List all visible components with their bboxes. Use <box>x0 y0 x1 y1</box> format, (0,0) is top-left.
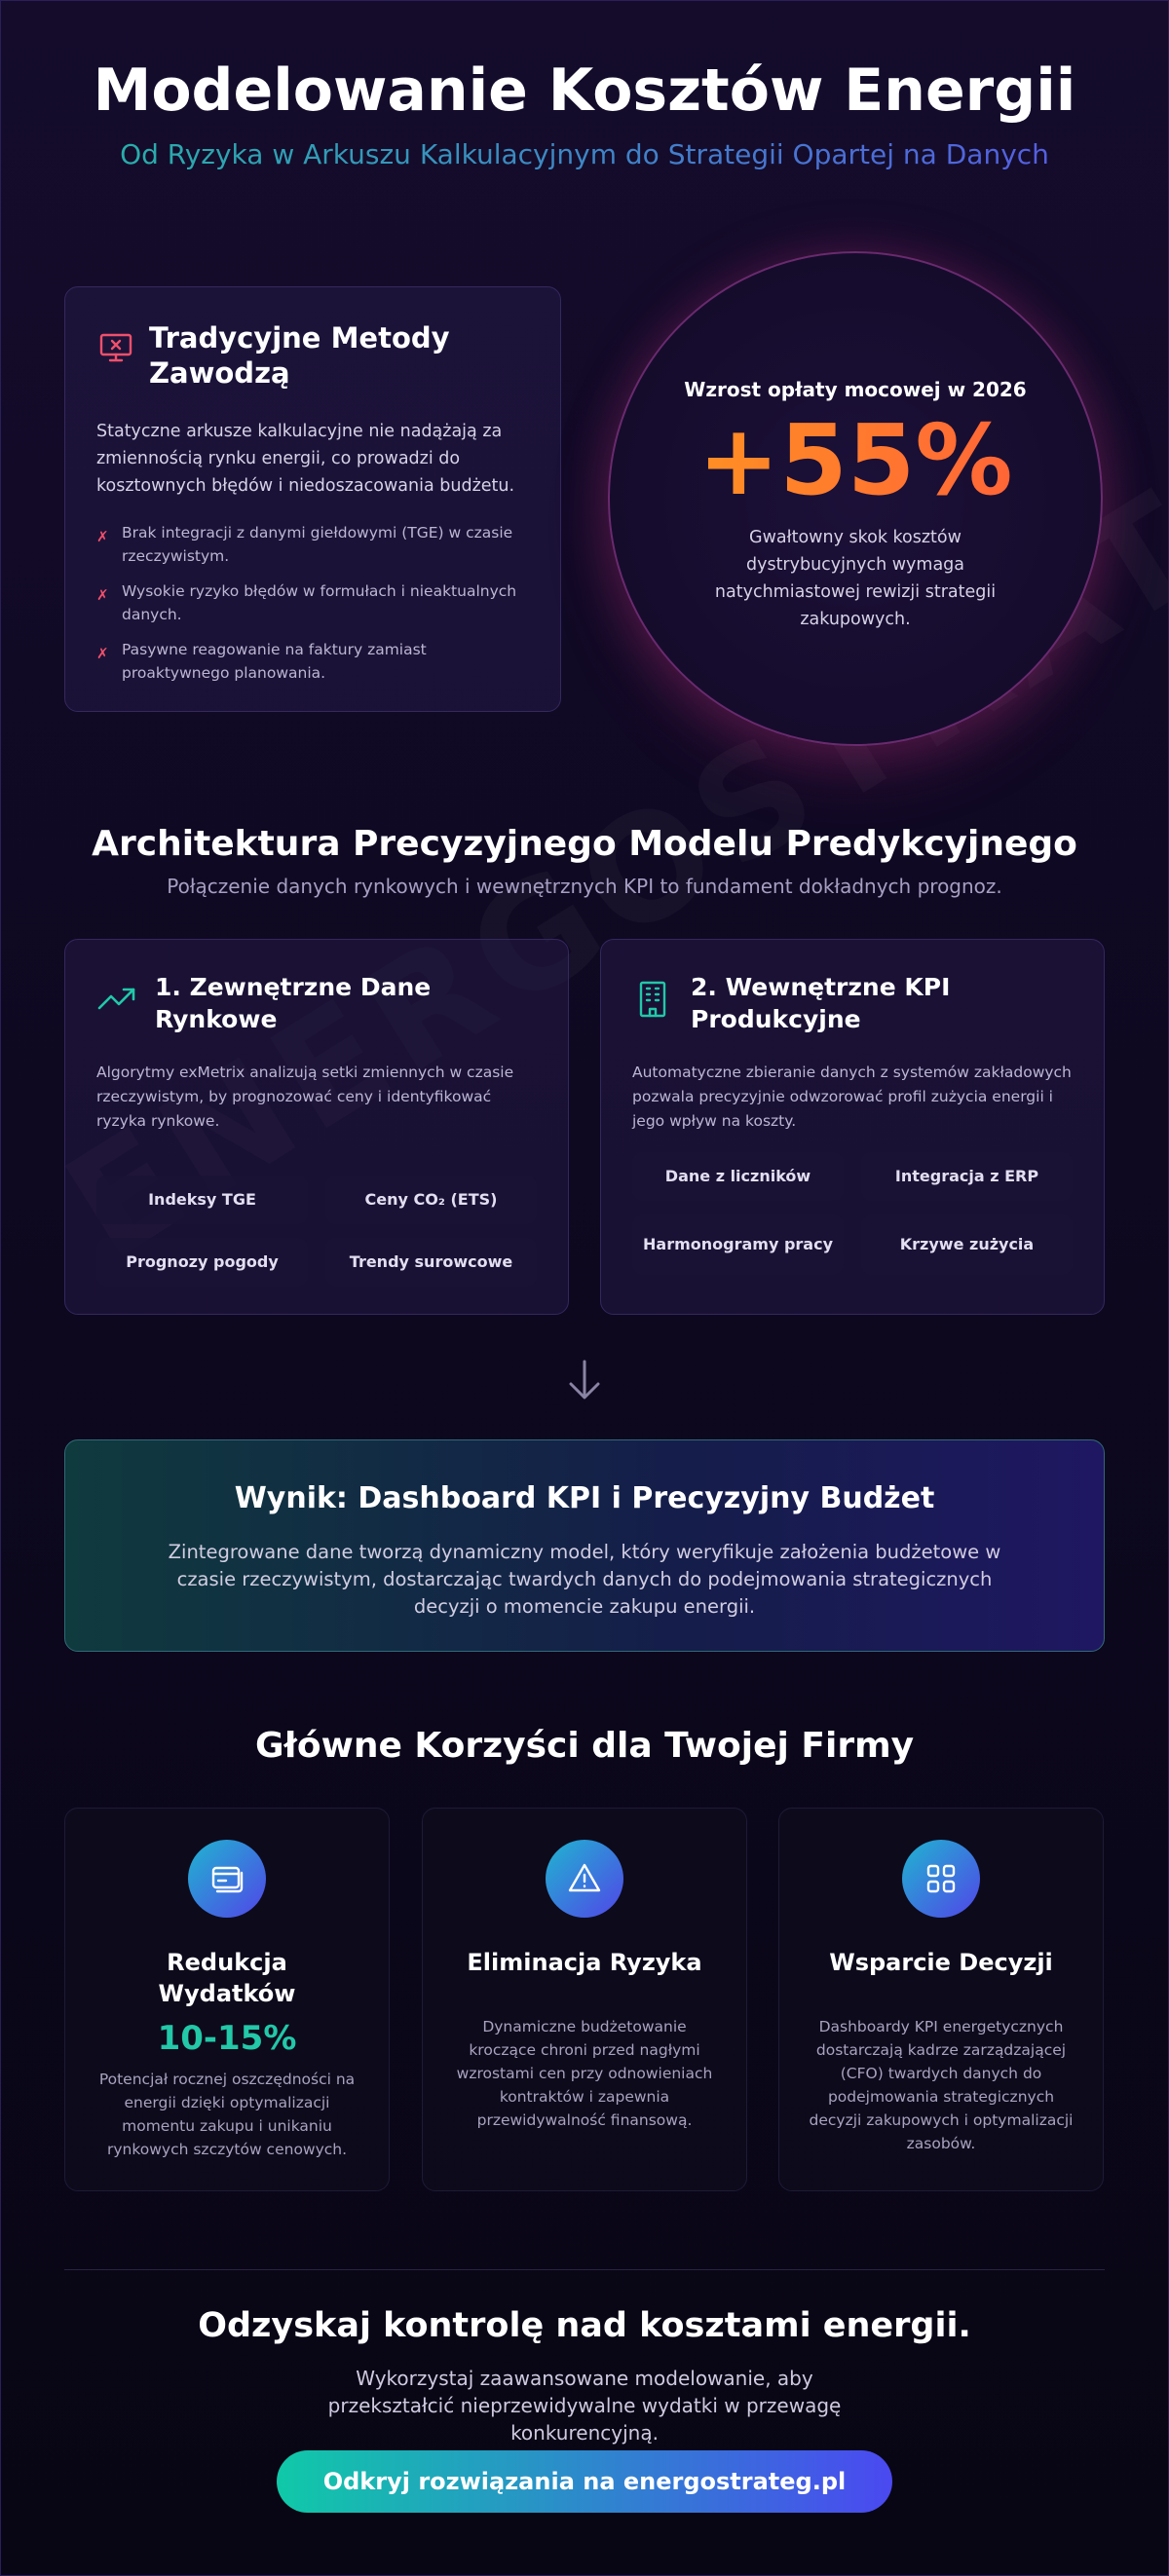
list-item-text: Brak integracji z danymi giełdowymi (TGE) w czasie rzeczywistym. <box>122 524 513 565</box>
arrow-down-icon <box>565 1358 604 1402</box>
warning-monitor-icon <box>96 328 135 367</box>
stat-value: +55% <box>610 407 1101 514</box>
benefit-title: Wsparcie Decyzji <box>829 1949 1053 1976</box>
benefit-title: Eliminacja Ryzyka <box>467 1949 702 1976</box>
alert-triangle-icon <box>546 1840 623 1918</box>
result-dashboard-banner <box>64 1439 1105 1652</box>
internal-kpi-card <box>600 939 1105 1315</box>
result-description: Zintegrowane dane tworzą dynamiczny model, który weryfikuje założenia budżetowe w czasie rzeczywistym, dostarczając twardych danych do podejmowania strategicznych decyzji o momencie zakupu energii. <box>168 1541 1001 1618</box>
section-divider <box>64 2269 1105 2270</box>
capacity-fee-stat-circle <box>608 251 1103 746</box>
stat-description: Gwałtowny skok kosztów dystrybucyjnych wymaga natychmiastowej rewizji strategii zakupowych. <box>714 528 997 629</box>
cross-icon: ✗ <box>96 645 109 662</box>
benefit-stat: 10-15% <box>157 2019 297 2058</box>
discover-solutions-button[interactable]: Odkryj rozwiązania na energostrateg.pl <box>277 2450 892 2513</box>
factory-building-icon <box>632 979 673 1020</box>
benefit-description: Potencjał rocznej oszczędności na energii dzięki optymalizacji momentu zakupu i unikaniu rynkowych szczytów cenowych. <box>98 2071 356 2158</box>
wallet-icon <box>188 1840 266 1918</box>
external-market-data-card <box>64 939 569 1315</box>
chip-erp-integration: Integracja z ERP <box>861 1152 1073 1201</box>
list-item <box>96 521 529 568</box>
architecture-title: Architektura Precyzyjnego Modelu Predykcyjnego <box>92 824 1077 864</box>
trending-up-icon <box>96 979 137 1020</box>
internal-kpi-title: 2. Wewnętrzne KPI Produkcyjne <box>691 973 951 1033</box>
dashboard-grid-icon <box>902 1840 980 1918</box>
stat-label: Wzrost opłaty mocowej w 2026 <box>684 378 1027 401</box>
chip-weather-forecasts: Prognozy pogody <box>96 1238 308 1287</box>
benefit-description: Dynamiczne budżetowanie kroczące chroni przed nagłymi wzrostami cen przy odnowieniach kontraktów i zapewnia przewidywalność finansową. <box>456 2018 713 2129</box>
external-data-description: Algorytmy exMetrix analizują setki zmiennych w czasie rzeczywistym, by prognozować ceny i identyfikować ryzyka rynkowe. <box>96 1064 514 1130</box>
benefit-card-risk-elimination <box>422 1808 747 2191</box>
architecture-subtitle: Połączenie danych rynkowych i wewnętrznych KPI to fundament dokładnych prognoz. <box>167 875 1002 898</box>
chip-meter-data: Dane z liczników <box>632 1152 844 1201</box>
internal-kpi-description: Automatyczne zbieranie danych z systemów zakładowych pozwala precyzyjnie odwzorować profil zużycia energii i jego wpływ na koszty. <box>632 1064 1072 1130</box>
benefit-card-cost-reduction <box>64 1808 390 2191</box>
cta-title: Odzyskaj kontrolę nad kosztami energii. <box>198 2306 971 2345</box>
cross-icon: ✗ <box>96 528 109 545</box>
benefit-card-decision-support <box>778 1808 1104 2191</box>
result-title: Wynik: Dashboard KPI i Precyzyjny Budżet <box>234 1481 935 1515</box>
external-data-chips <box>96 1176 537 1287</box>
traditional-methods-description: Statyczne arkusze kalkulacyjne nie nadążają za zmiennością rynku energii, co prowadzi do kosztownych błędów i niedoszacowania budżetu. <box>96 422 515 496</box>
chip-work-schedules: Harmonogramy pracy <box>632 1214 844 1275</box>
list-item <box>96 579 529 626</box>
benefit-title: Redukcja Wydatków <box>158 1949 296 2007</box>
chip-tge-indexes: Indeksy TGE <box>96 1176 308 1224</box>
list-item <box>96 638 529 685</box>
chip-consumption-curves: Krzywe zużycia <box>861 1214 1073 1275</box>
cross-icon: ✗ <box>96 586 109 604</box>
internal-kpi-chips <box>632 1152 1073 1275</box>
list-item-text: Pasywne reagowanie na faktury zamiast proaktywnego planowania. <box>122 641 427 682</box>
traditional-methods-title: Tradycyjne Metody Zawodzą <box>149 321 450 390</box>
benefit-description: Dashboardy KPI energetycznych dostarczają kadrze zarządzającej (CFO) twardych danych do podejmowania strategicznych decyzji zakupowych i optymalizacji zasobów. <box>809 2018 1074 2152</box>
chip-co2-prices: Ceny CO₂ (ETS) <box>325 1176 537 1224</box>
external-data-title: 1. Zewnętrzne Dane Rynkowe <box>155 973 432 1033</box>
traditional-methods-card <box>64 286 561 712</box>
traditional-methods-list <box>96 521 529 685</box>
list-item-text: Wysokie ryzyko błędów w formułach i nieaktualnych danych. <box>122 582 517 623</box>
benefits-title: Główne Korzyści dla Twojej Firmy <box>254 1726 915 1766</box>
page-title: Modelowanie Kosztów Energii <box>93 56 1076 125</box>
page-subtitle: Od Ryzyka w Arkuszu Kalkulacyjnym do Strategii Opartej na Danych <box>0 138 1169 170</box>
chip-commodity-trends: Trendy surowcowe <box>325 1238 537 1287</box>
cta-description: Wykorzystaj zaawansowane modelowanie, aby przekształcić nieprzewidywalne wydatki w przewagę konkurencyjną. <box>327 2367 842 2445</box>
